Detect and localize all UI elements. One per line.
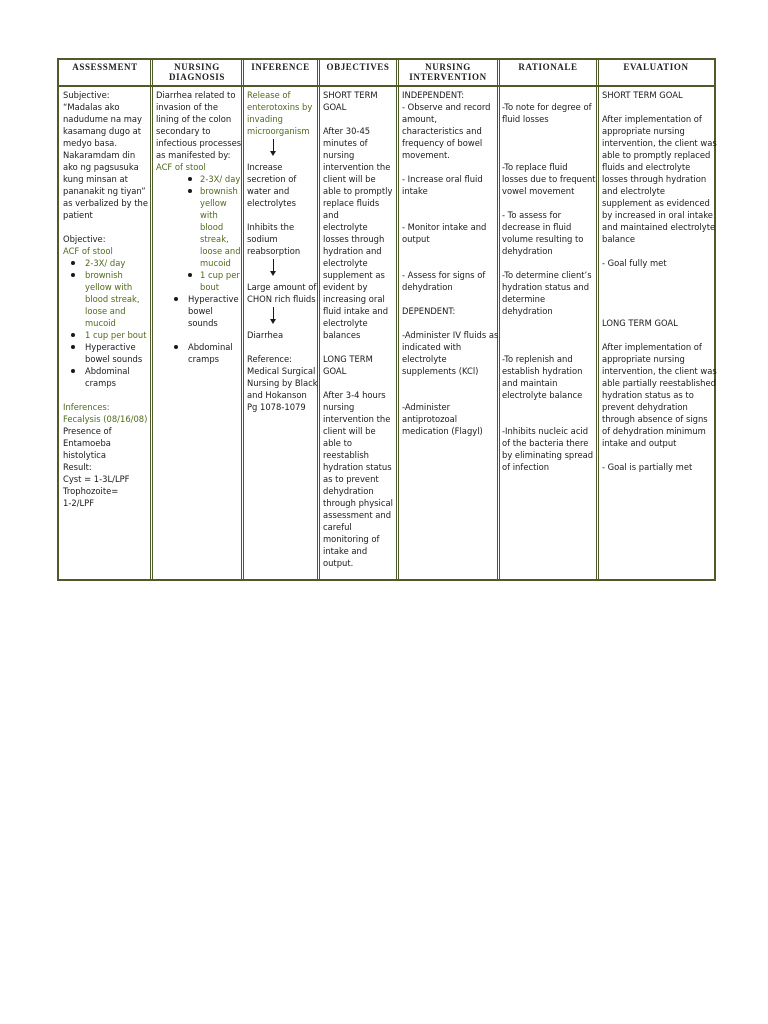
- assessment-line: Subjective:: [63, 90, 110, 100]
- header-nursing-diagnosis-line1: NURSING: [174, 62, 220, 72]
- diagnosis-line: lining of the colon: [156, 114, 232, 124]
- spacer: [323, 113, 396, 125]
- column-divider: [241, 60, 242, 579]
- diagnosis-line: streak,: [200, 234, 229, 244]
- assessment-line: as verbalized by the: [63, 198, 149, 208]
- column-divider: [497, 60, 498, 579]
- header-evaluation-label: EVALUATION: [623, 62, 689, 72]
- spacer: [502, 341, 596, 353]
- evaluation-line: losses through hydration: [602, 174, 707, 184]
- objectives-line: increasing oral: [323, 294, 385, 304]
- inference-line: and Hokanson: [247, 390, 307, 400]
- assessment-line: cramps: [85, 378, 117, 388]
- evaluation-line: appropriate nursing: [602, 354, 685, 364]
- spacer: [247, 209, 317, 221]
- objectives-line: evident by: [323, 282, 368, 292]
- evaluation-line: SHORT TERM GOAL: [602, 90, 683, 100]
- assessment-line: mucoid: [85, 318, 116, 328]
- evaluation-line: After implementation of: [602, 114, 702, 124]
- bullet-icon: [174, 297, 178, 301]
- spacer: [63, 389, 149, 401]
- assessment-line: pananakit ng tiyan”: [63, 186, 146, 196]
- spacer: [502, 197, 596, 209]
- spacer: [602, 281, 714, 293]
- spacer: [602, 449, 714, 461]
- objectives-line: nursing: [323, 402, 355, 412]
- assessment-bullet-item: [63, 329, 149, 341]
- rationale-column: [502, 89, 596, 473]
- intervention-column: [402, 89, 497, 437]
- objectives-line: GOAL: [323, 366, 347, 376]
- bullet-icon: [71, 273, 75, 277]
- rationale-line: by eliminating spread: [502, 450, 594, 460]
- assessment-column: [63, 89, 149, 509]
- evaluation-line: and electrolyte: [602, 186, 666, 196]
- objectives-line: After 3-4 hours: [323, 390, 386, 400]
- objectives-line: hydration and: [323, 246, 382, 256]
- evaluation-line: appropriate nursing: [602, 126, 685, 136]
- rationale-line: volume resulting to: [502, 234, 584, 244]
- header-nursing-intervention-line2: INTERVENTION: [409, 72, 487, 82]
- rationale-line: -To replace fluid: [502, 162, 568, 172]
- bullet-icon: [71, 333, 75, 337]
- rationale-line: -To note for degree of: [502, 102, 592, 112]
- inference-line: sodium: [247, 234, 278, 244]
- header-assessment-label: ASSESSMENT: [72, 62, 138, 72]
- intervention-line: - Assess for signs of: [402, 270, 486, 280]
- intervention-line: - Observe and record: [402, 102, 491, 112]
- rationale-line: - To assess for: [502, 210, 562, 220]
- assessment-line: patient: [63, 210, 93, 220]
- inference-line: Large amount of: [247, 282, 317, 292]
- intervention-line: -Administer: [402, 402, 451, 412]
- spacer: [402, 293, 497, 305]
- objectives-line: assessment and: [323, 510, 392, 520]
- objectives-line: intervention the: [323, 162, 391, 172]
- diagnosis-line: mucoid: [200, 258, 231, 268]
- inference-line: CHON rich fluids: [247, 294, 316, 304]
- diagnosis-line: sounds: [188, 318, 218, 328]
- rationale-line: -To replenish and: [502, 354, 573, 364]
- inference-line: invading: [247, 114, 283, 124]
- inference-line: Pg 1078-1079: [247, 402, 306, 412]
- evaluation-line: intervention, the client was: [602, 366, 717, 376]
- evaluation-line: fluids and electrolyte: [602, 162, 691, 172]
- intervention-line: supplements (KCl): [402, 366, 479, 376]
- inference-line: Nursing by Black: [247, 378, 318, 388]
- bullet-text: brownish: [85, 270, 123, 280]
- bullet-icon: [71, 345, 75, 349]
- header-objectives-label: OBJECTIVES: [326, 62, 390, 72]
- inference-column: [247, 89, 317, 413]
- spacer: [247, 341, 317, 353]
- bullet-text: 2-3X/ day: [85, 258, 126, 268]
- spacer: [502, 257, 596, 269]
- spacer: [502, 329, 596, 341]
- spacer: [402, 389, 497, 401]
- assessment-line: Result:: [63, 462, 92, 472]
- objectives-line: able to: [323, 438, 352, 448]
- objectives-line: intake and: [323, 546, 368, 556]
- rationale-line: establish hydration: [502, 366, 583, 376]
- spacer: [156, 329, 240, 341]
- objectives-line: reestablish: [323, 450, 369, 460]
- assessment-line: bowel sounds: [85, 354, 143, 364]
- diagnosis-line: yellow: [200, 198, 227, 208]
- evaluation-line: through absence of signs: [602, 414, 708, 424]
- intervention-line: antiprotozoal: [402, 414, 458, 424]
- diagnosis-line: blood: [200, 222, 224, 232]
- evaluation-line: of dehydration minimum: [602, 426, 706, 436]
- header-rationale-label: RATIONALE: [518, 62, 578, 72]
- spacer: [602, 293, 714, 305]
- header-nursing-intervention-line1: NURSING: [425, 62, 471, 72]
- intervention-line: indicated with: [402, 342, 462, 352]
- diagnosis-bullet-item: [156, 341, 240, 353]
- bullet-text: Abdominal: [188, 342, 233, 352]
- spacer: [502, 89, 596, 101]
- assessment-line: Trophozoite=: [63, 486, 119, 496]
- evaluation-line: able partially reestablished: [602, 378, 716, 388]
- evaluation-line: by increased in oral intake: [602, 210, 713, 220]
- diagnosis-bullet-item: [156, 293, 240, 305]
- inference-line: reabsorption: [247, 246, 301, 256]
- objectives-line: output.: [323, 558, 354, 568]
- bullet-icon: [174, 345, 178, 349]
- assessment-bullet-item: [63, 365, 149, 377]
- objectives-line: careful: [323, 522, 352, 532]
- evaluation-line: supplement as evidenced: [602, 198, 710, 208]
- intervention-line: frequency of bowel: [402, 138, 483, 148]
- objectives-line: electrolyte: [323, 222, 368, 232]
- spacer: [402, 377, 497, 389]
- diagnosis-line: invasion of the: [156, 102, 218, 112]
- intervention-line: intake: [402, 186, 428, 196]
- objectives-line: monitoring of: [323, 534, 380, 544]
- assessment-line: ACF of stool: [63, 246, 113, 256]
- evaluation-line: - Goal is partially met: [602, 462, 693, 472]
- spacer: [402, 317, 497, 329]
- evaluation-line: - Goal fully met: [602, 258, 667, 268]
- spacer: [323, 377, 396, 389]
- rationale-line: hydration status and: [502, 282, 590, 292]
- bullet-text: 2-3X/ day: [200, 174, 241, 184]
- assessment-bullet-item: [63, 341, 149, 353]
- assessment-line: kasamang dugo at: [63, 126, 142, 136]
- evaluation-line: After implementation of: [602, 342, 702, 352]
- down-arrow-icon: [247, 257, 317, 281]
- spacer: [602, 329, 714, 341]
- diagnosis-line: loose and: [200, 246, 241, 256]
- bullet-text: Hyperactive: [85, 342, 136, 352]
- objectives-line: SHORT TERM: [323, 90, 378, 100]
- evaluation-line: LONG TERM GOAL: [602, 318, 678, 328]
- bullet-icon: [71, 369, 75, 373]
- diagnosis-bullet-item: [156, 173, 240, 185]
- spacer: [502, 317, 596, 329]
- rationale-line: fluid losses: [502, 114, 549, 124]
- header-assessment: [59, 62, 151, 86]
- rationale-line: electrolyte balance: [502, 390, 583, 400]
- diagnosis-column: [156, 89, 240, 365]
- assessment-line: Cyst = 1-3L/LPF: [63, 474, 130, 484]
- assessment-line: kung minsan at: [63, 174, 128, 184]
- column-divider: [596, 60, 597, 579]
- evaluation-line: able to promptly replaced: [602, 150, 711, 160]
- spacer: [323, 341, 396, 353]
- objectives-line: fluid intake and: [323, 306, 389, 316]
- spacer: [602, 269, 714, 281]
- inference-line: Medical Surgical: [247, 366, 316, 376]
- rationale-line: decrease in fluid: [502, 222, 572, 232]
- diagnosis-line: secondary to: [156, 126, 211, 136]
- header-evaluation: [598, 62, 714, 86]
- rationale-line: and maintain: [502, 378, 558, 388]
- rationale-line: -To determine client’s: [502, 270, 592, 280]
- bullet-icon: [188, 189, 192, 193]
- spacer: [402, 197, 497, 209]
- intervention-line: INDEPENDENT:: [402, 90, 465, 100]
- assessment-line: Entamoeba: [63, 438, 111, 448]
- spacer: [502, 149, 596, 161]
- objectives-line: minutes of: [323, 138, 368, 148]
- intervention-line: medication (Flagyl): [402, 426, 483, 436]
- down-arrow-icon: [247, 137, 317, 161]
- intervention-line: output: [402, 234, 430, 244]
- diagnosis-line: cramps: [188, 354, 220, 364]
- objectives-line: balances: [323, 330, 361, 340]
- rationale-line: losses due to frequent: [502, 174, 596, 184]
- inference-line: enterotoxins by: [247, 102, 313, 112]
- diagnosis-bullet-item: [156, 185, 240, 197]
- header-nursing-diagnosis: [152, 62, 242, 86]
- objectives-line: dehydration: [323, 486, 374, 496]
- diagnosis-line: infectious processes: [156, 138, 242, 148]
- assessment-line: ako ng pagsusuka: [63, 162, 139, 172]
- assessment-line: histolytica: [63, 450, 107, 460]
- spacer: [402, 161, 497, 173]
- inference-line: Inhibits the: [247, 222, 295, 232]
- inference-line: Increase: [247, 162, 283, 172]
- objectives-line: client will be: [323, 426, 376, 436]
- inference-line: electrolytes: [247, 198, 296, 208]
- assessment-line: Inferences:: [63, 402, 110, 412]
- rationale-line: dehydration: [502, 306, 553, 316]
- bullet-text: 1 cup per: [200, 270, 240, 280]
- assessment-line: blood streak,: [85, 294, 140, 304]
- bullet-text: 1 cup per bout: [85, 330, 147, 340]
- evaluation-line: balance: [602, 234, 635, 244]
- intervention-line: dehydration: [402, 282, 453, 292]
- diagnosis-line: ACF of stool: [156, 162, 206, 172]
- objectives-line: hydration status: [323, 462, 392, 472]
- inference-line: microorganism: [247, 126, 310, 136]
- spacer: [402, 245, 497, 257]
- objectives-line: client will be: [323, 174, 376, 184]
- diagnosis-bullet-item: [156, 269, 240, 281]
- spacer: [502, 137, 596, 149]
- objectives-line: able to promptly: [323, 186, 393, 196]
- bullet-icon: [188, 273, 192, 277]
- rationale-line: -Inhibits nucleic acid: [502, 426, 589, 436]
- diagnosis-line: bout: [200, 282, 220, 292]
- assessment-bullet-item: [63, 257, 149, 269]
- objectives-column: [323, 89, 396, 569]
- assessment-line: Presence of: [63, 426, 112, 436]
- assessment-line: medyo basa.: [63, 138, 117, 148]
- objectives-line: as to prevent: [323, 474, 379, 484]
- inference-line: Reference:: [247, 354, 292, 364]
- assessment-line: yellow with: [85, 282, 133, 292]
- down-arrow-icon: [247, 305, 317, 329]
- rationale-line: vowel movement: [502, 186, 575, 196]
- diagnosis-line: as manifested by:: [156, 150, 231, 160]
- assessment-line: loose and: [85, 306, 126, 316]
- bullet-icon: [188, 177, 192, 181]
- spacer: [602, 305, 714, 317]
- objectives-line: GOAL: [323, 102, 347, 112]
- evaluation-line: and maintained electrolyte: [602, 222, 716, 232]
- column-divider: [317, 60, 318, 579]
- intervention-line: electrolyte: [402, 354, 447, 364]
- spacer: [602, 101, 714, 113]
- intervention-line: - Increase oral fluid: [402, 174, 483, 184]
- spacer: [402, 257, 497, 269]
- spacer: [502, 401, 596, 413]
- rationale-line: of the bacteria there: [502, 438, 589, 448]
- assessment-line: Nakaramdam din: [63, 150, 136, 160]
- table-header-row: [59, 60, 714, 87]
- diagnosis-line: Diarrhea related to: [156, 90, 236, 100]
- header-nursing-diagnosis-line2: DIAGNOSIS: [169, 72, 225, 82]
- assessment-line: “Madalas ako: [63, 102, 120, 112]
- spacer: [602, 245, 714, 257]
- assessment-bullet-item: [63, 269, 149, 281]
- objectives-line: After 30-45: [323, 126, 371, 136]
- objectives-line: electrolyte: [323, 318, 368, 328]
- spacer: [502, 125, 596, 137]
- objectives-line: replace fluids: [323, 198, 380, 208]
- assessment-line: Fecalysis (08/16/08): [63, 414, 148, 424]
- intervention-line: characteristics and: [402, 126, 482, 136]
- assessment-line: nadudume na may: [63, 114, 143, 124]
- spacer: [402, 209, 497, 221]
- objectives-line: through physical: [323, 498, 393, 508]
- header-objectives: [319, 62, 397, 86]
- header-nursing-intervention: [398, 62, 498, 86]
- nursing-care-plan-table: [57, 58, 716, 581]
- spacer: [63, 221, 149, 233]
- intervention-line: DEPENDENT:: [402, 306, 456, 316]
- rationale-line: dehydration: [502, 246, 553, 256]
- inference-line: water and: [247, 186, 290, 196]
- diagnosis-line: bowel: [188, 306, 213, 316]
- objectives-line: electrolyte: [323, 258, 368, 268]
- evaluation-line: intervention, the client was: [602, 138, 717, 148]
- rationale-line: determine: [502, 294, 546, 304]
- objectives-line: losses through: [323, 234, 385, 244]
- inference-line: Diarrhea: [247, 330, 284, 340]
- intervention-line: amount,: [402, 114, 437, 124]
- intervention-line: - Monitor intake and: [402, 222, 487, 232]
- evaluation-line: hydration status as to: [602, 390, 694, 400]
- column-divider: [150, 60, 151, 579]
- diagnosis-line: with: [200, 210, 218, 220]
- bullet-text: Abdominal: [85, 366, 130, 376]
- rationale-line: of infection: [502, 462, 550, 472]
- objectives-line: intervention the: [323, 414, 391, 424]
- objectives-line: supplement as: [323, 270, 385, 280]
- assessment-line: 1-2/LPF: [63, 498, 95, 508]
- header-rationale: [499, 62, 597, 86]
- intervention-line: movement.: [402, 150, 450, 160]
- header-inference-label: INFERENCE: [251, 62, 310, 72]
- header-inference: [243, 62, 318, 86]
- evaluation-line: prevent dehydration: [602, 402, 688, 412]
- objectives-line: LONG TERM: [323, 354, 373, 364]
- intervention-line: -Administer IV fluids as: [402, 330, 499, 340]
- column-divider: [396, 60, 397, 579]
- evaluation-column: [602, 89, 717, 473]
- bullet-text: brownish: [200, 186, 238, 196]
- spacer: [502, 413, 596, 425]
- evaluation-line: intake and output: [602, 438, 677, 448]
- bullet-text: Hyperactive: [188, 294, 239, 304]
- bullet-icon: [71, 261, 75, 265]
- inference-line: Release of: [247, 90, 291, 100]
- objectives-line: and: [323, 210, 339, 220]
- objectives-line: nursing: [323, 150, 355, 160]
- assessment-line: Objective:: [63, 234, 106, 244]
- inference-line: secretion of: [247, 174, 297, 184]
